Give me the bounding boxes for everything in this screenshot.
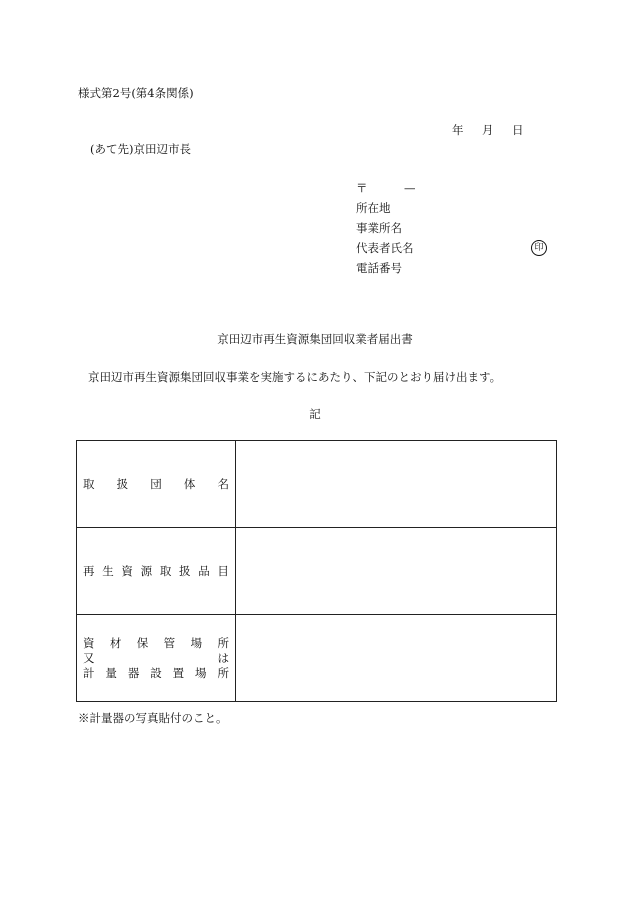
group-name-field[interactable] bbox=[236, 441, 557, 528]
registration-table bbox=[76, 440, 557, 702]
note: ※計量器の写真貼付のこと。 bbox=[78, 711, 228, 725]
addressee: (あて先)京田辺市長 bbox=[90, 142, 191, 156]
seal-mark: 印 bbox=[531, 240, 547, 256]
business-name-label: 事業所名 bbox=[356, 221, 402, 235]
group-name-label bbox=[77, 441, 236, 528]
items-label bbox=[77, 528, 236, 615]
postal-dash: — bbox=[404, 181, 416, 195]
storage-location-field[interactable] bbox=[236, 615, 557, 702]
justified-label: 取 扱 団 体 名 bbox=[83, 476, 229, 491]
postal-mark: 〒 bbox=[356, 181, 368, 195]
table-row bbox=[77, 441, 557, 528]
storage-location-label bbox=[77, 615, 236, 702]
phone-label: 電話番号 bbox=[356, 261, 402, 275]
form-number: 様式第2号(第4条関係) bbox=[78, 86, 194, 100]
date-year: 年 bbox=[452, 123, 464, 137]
items-field[interactable] bbox=[236, 528, 557, 615]
document-title: 京田辺市再生資源集団回収業者届出書 bbox=[217, 332, 413, 346]
date-month: 月 bbox=[482, 123, 494, 137]
justified-label: 資 材 保 管 場 所 bbox=[83, 635, 229, 650]
date-line bbox=[452, 122, 524, 138]
representative-label: 代表者氏名 bbox=[356, 241, 414, 255]
justified-label: 又 は bbox=[83, 650, 229, 665]
postal-row bbox=[356, 179, 414, 199]
table-row bbox=[77, 615, 557, 702]
date-day: 日 bbox=[512, 123, 524, 137]
record-heading: 記 bbox=[309, 407, 321, 421]
justified-label: 再 生 資 源 取 扱 品 目 bbox=[83, 563, 229, 578]
table-row bbox=[77, 528, 557, 615]
body-text: 京田辺市再生資源集団回収事業を実施するにあたり、下記のとおり届け出ます。 bbox=[88, 370, 502, 384]
applicant-block bbox=[356, 179, 544, 279]
representative-row bbox=[356, 239, 544, 259]
address-label: 所在地 bbox=[356, 201, 391, 215]
justified-label: 計 量 器 設 置 場 所 bbox=[83, 665, 229, 680]
